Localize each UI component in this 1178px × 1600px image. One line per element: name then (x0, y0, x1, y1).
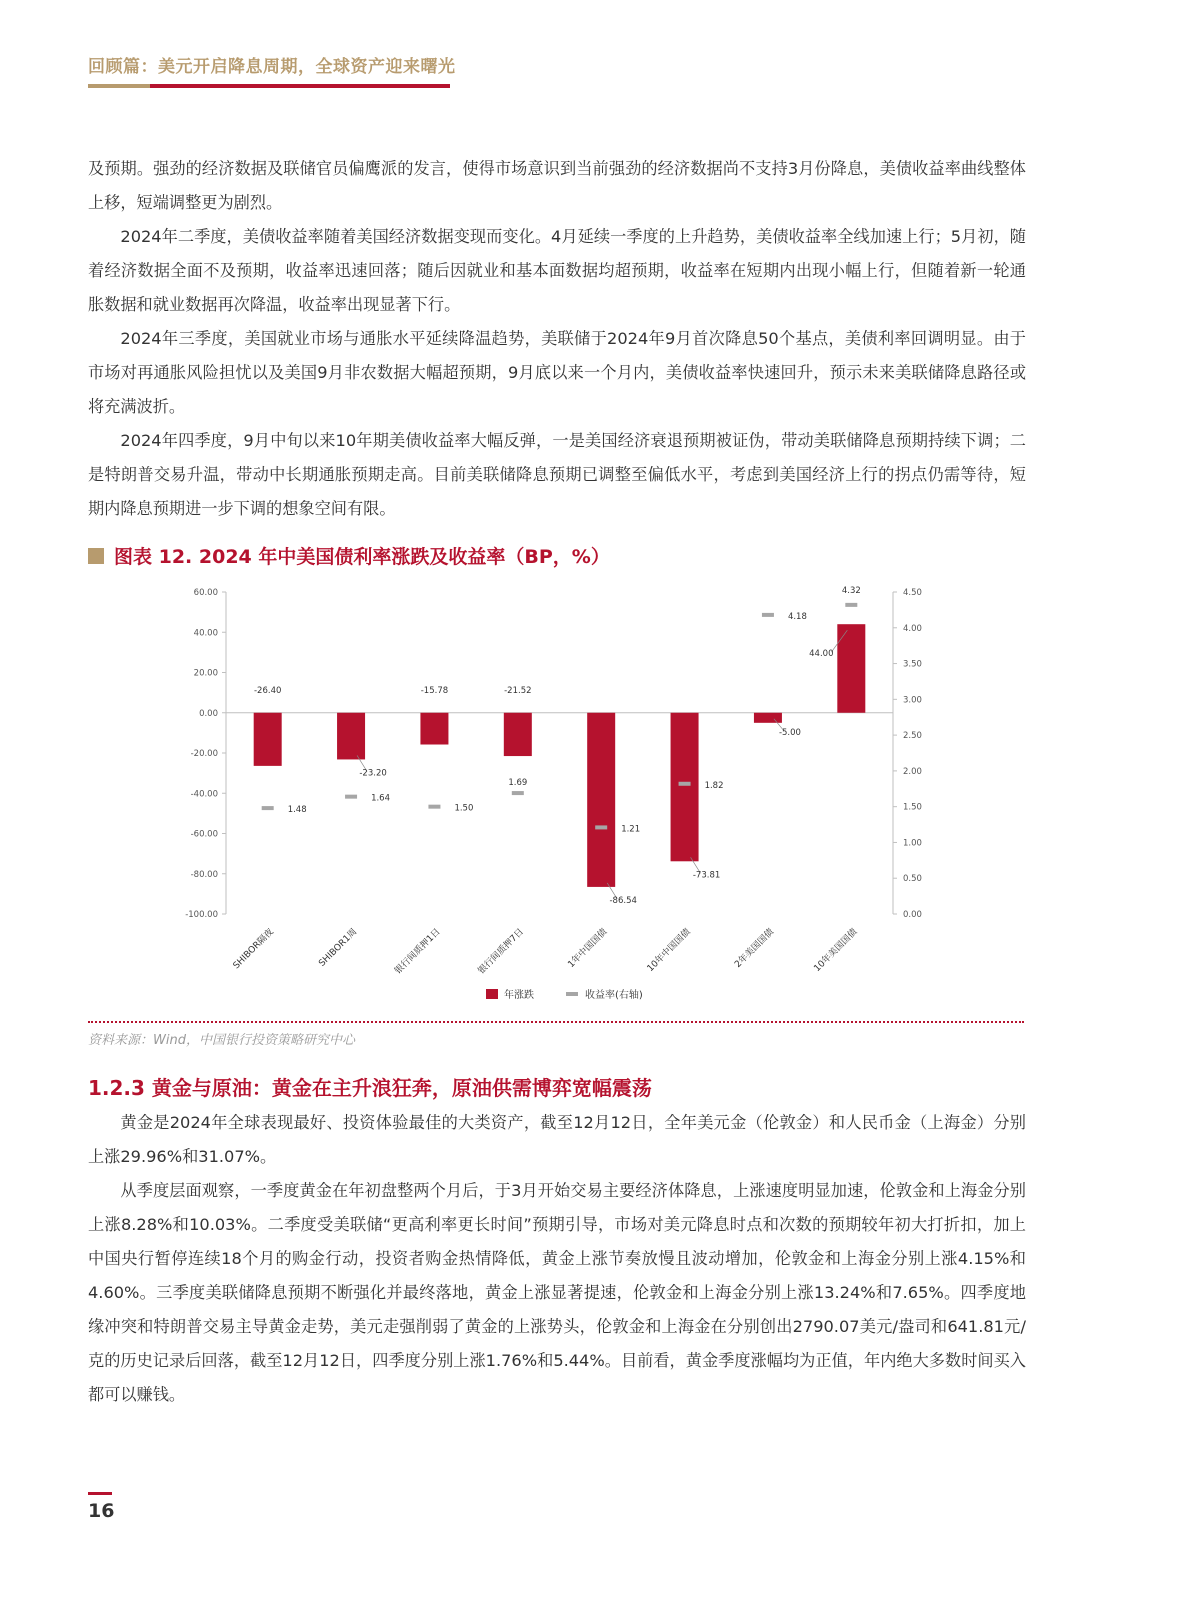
chart-source: 资料来源：Wind，中国银行投资策略研究中心 (88, 1033, 355, 1048)
yield-marker-5 (595, 825, 607, 829)
page-number-mark (88, 1492, 112, 1495)
legend-swatch-bar (486, 989, 498, 999)
section-heading: 1.2.3 黄金与原油：黄金在主升浪狂奔，原油供需博弈宽幅震荡 (88, 1076, 652, 1100)
intro-paragraph-1: 及预期。强劲的经济数据及联储官员偏鹰派的发言，使得市场意识到当前强劲的经济数据尚不支持3月份降息，美债收益率曲线整体上移，短端调整更为剧烈。 (88, 159, 1026, 212)
left-tick-label: -60.00 (190, 829, 218, 840)
bond-yield-chart (88, 576, 1028, 1016)
right-tick-label: 2.50 (903, 731, 922, 742)
yield-label-8: 4.32 (841, 585, 861, 596)
left-tick-label: 40.00 (193, 628, 218, 639)
left-tick-label: 0.00 (199, 708, 218, 719)
category-label-8: 10年美国国债 (812, 927, 860, 975)
yield-marker-7 (762, 613, 774, 617)
left-tick-label: 60.00 (193, 588, 218, 598)
bar-label-8: 44.00 (809, 649, 834, 660)
gold-paragraph-1: 黄金是2024年全球表现最好、投资体验最佳的大类资产，截至12月12日，全年美元金（伦敦金）和人民币金（上海金）分别上涨29.96%和31.07%。 (88, 1113, 1026, 1166)
yield-label-3: 1.50 (454, 803, 474, 814)
intro-paragraph-3: 2024年三季度，美国就业市场与通胀水平延续降温趋势，美联储于2024年9月首次降息50个基点，美债利率回调明显。由于市场对再通胀风险担忧以及美国9月非农数据大幅超预期，9月底以来一个月内，美债收益率快速回升，预示未来美联储降息路径或将充满波折。 (88, 329, 1026, 416)
bar-label-5: -86.54 (609, 895, 637, 906)
intro-text (88, 152, 1026, 526)
yield-label-6: 1.82 (704, 780, 724, 791)
bar-6 (671, 713, 699, 862)
category-label-7: 2年美国国债 (733, 927, 777, 970)
category-label-4: 银行间质押7日 (476, 927, 526, 977)
right-tick-label: 3.50 (903, 659, 922, 670)
left-tick-label: -100.00 (185, 910, 218, 920)
bar-label-1: -26.40 (253, 685, 282, 696)
category-label-2: SHIBOR1周 (317, 927, 360, 969)
yield-marker-6 (679, 782, 691, 786)
chart-divider (88, 1021, 1024, 1023)
bar-3 (420, 713, 448, 745)
yield-marker-4 (512, 791, 524, 795)
yield-marker-3 (428, 805, 440, 809)
bar-2 (337, 713, 365, 760)
intro-paragraph-2: 2024年二季度，美债收益率随着美国经济数据变现而变化。4月延续一季度的上升趋势，美债收益率全线加速上行；5月初，随着经济数据全面不及预期，收益率迅速回落；随后因就业和基本面数据均超预期，收益率在短期内出现小幅上行，但随着新一轮通胀数据和就业数据再次降温，收益率出现显著下行。 (88, 227, 1026, 314)
right-tick-label: 0.50 (903, 874, 922, 885)
legend-label-bar: 年涨跌 (504, 990, 534, 1001)
bar-label-2: -23.20 (359, 768, 387, 779)
yield-marker-2 (345, 795, 357, 799)
right-tick-label: 1.00 (903, 838, 922, 849)
right-tick-label: 1.50 (903, 802, 922, 813)
yield-label-1: 1.48 (287, 805, 307, 816)
chart-title (88, 542, 610, 569)
yield-label-5: 1.21 (621, 824, 641, 835)
right-tick-label: 4.00 (903, 623, 922, 634)
header-rule (88, 84, 450, 88)
bar-5 (587, 713, 615, 887)
left-tick-label: -40.00 (190, 789, 218, 800)
bar-label-3: -15.78 (420, 685, 449, 696)
category-label-5: 1年中国国债 (566, 927, 610, 970)
right-tick-label: 3.00 (903, 695, 922, 706)
bar-7 (754, 713, 782, 723)
category-label-1: SHIBOR隔夜 (231, 927, 276, 972)
bar-label-4: -21.52 (504, 685, 532, 696)
header-rule-red (150, 84, 450, 88)
right-tick-label: 2.00 (903, 766, 922, 777)
intro-paragraph-4: 2024年四季度，9月中旬以来10年期美债收益率大幅反弹，一是美国经济衰退预期被证伪，带动美联储降息预期持续下调；二是特朗普交易升温，带动中长期通胀预期走高。目前美联储降息预期已调整至偏低水平，考虑到美国经济上行的拐点仍需等待，短期内降息预期进一步下调的想象空间有限。 (88, 431, 1026, 518)
gold-paragraph-2: 从季度层面观察，一季度黄金在年初盘整两个月后，于3月开始交易主要经济体降息，上涨速度明显加速，伦敦金和上海金分别上涨8.28%和10.03%。二季度受美联储“更高利率更长时间”预期引导，市场对美元降息时点和次数的预期较年初大打折扣，加上中国央行暂停连续18个月的购金行动，投资者购金热情降低，黄金上涨节奏放慢且波动增加，伦敦金和上海金分别上涨4.15%和4.60%。三季度美联储降息预期不断强化并最终落地，黄金上涨显著提速，伦敦金和上海金分别上涨13.24%和7.65%。四季度地缘冲突和特朗普交易主导黄金走势，美元走强削弱了黄金的上涨势头，伦敦金和上海金在分别创出2790.07美元/盎司和641.81元/克的历史记录后回落，截至12月12日，四季度分别上涨1.76%和5.44%。目前看，黄金季度涨幅均为正值，年内绝大多数时间买入都可以赚钱。 (88, 1181, 1026, 1404)
page-number: 16 (88, 1500, 115, 1522)
header-rule-gold (88, 84, 150, 88)
yield-label-7: 4.18 (787, 611, 807, 622)
gold-text (88, 1106, 1026, 1412)
yield-label-2: 1.64 (371, 793, 390, 804)
left-tick-label: 20.00 (193, 668, 218, 679)
bar-8 (837, 624, 865, 713)
left-tick-label: -20.00 (190, 749, 218, 759)
bar-label-6: -73.81 (692, 870, 721, 881)
right-tick-label: 0.00 (903, 910, 922, 920)
bar-1 (254, 713, 282, 766)
chart-title-square (88, 548, 104, 564)
yield-label-4: 1.69 (508, 778, 528, 789)
page-header (88, 52, 456, 77)
right-tick-label: 4.50 (903, 588, 922, 598)
yield-marker-1 (262, 806, 274, 810)
legend-label-marker: 收益率(右轴) (585, 990, 643, 1001)
bar-label-7: -5.00 (778, 727, 801, 738)
yield-marker-8 (845, 603, 857, 607)
legend-swatch-marker (566, 992, 578, 996)
category-label-3: 银行间质押1日 (393, 927, 443, 977)
chart-title-label: 图表 12. 2024 年中美国债利率涨跌及收益率（BP，%） (114, 546, 610, 568)
header-title: 回顾篇：美元开启降息周期，全球资产迎来曙光 (88, 57, 456, 77)
bar-4 (504, 713, 532, 756)
left-tick-label: -80.00 (190, 869, 218, 880)
category-label-6: 10年中国国债 (645, 927, 693, 975)
